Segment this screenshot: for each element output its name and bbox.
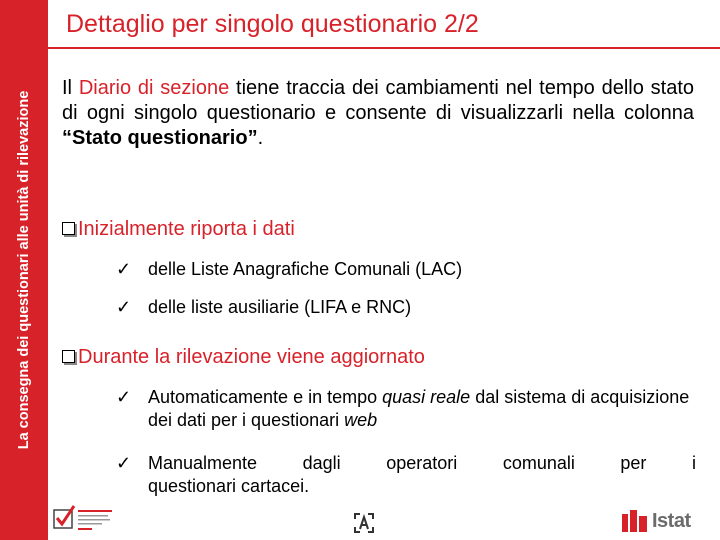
checkmark-icon: ✓ (116, 453, 132, 473)
page-number-icon (353, 512, 375, 534)
intro-paragraph (62, 76, 694, 151)
item-text-pre: Automaticamente e in tempo (148, 387, 383, 407)
intro-text-3: . (257, 127, 264, 149)
list-item (116, 296, 696, 319)
census-logo-icon (52, 500, 116, 534)
intro-text-2: tiene traccia dei cambiamenti nel tempo dello stato di ogni singolo questionario e consente di visualizzarli nella colonna (62, 77, 695, 124)
item-text-em2: web (344, 410, 378, 430)
istat-logo (622, 508, 691, 534)
checkbox-bullet-icon (62, 350, 75, 363)
list-item-text-line1: Manualmente dagli operatori comunali per i (148, 453, 696, 473)
checkmark-icon: ✓ (116, 297, 132, 317)
list-item-text: delle Liste Anagrafiche Comunali (LAC) (148, 259, 463, 279)
bullet-initially (62, 218, 295, 241)
bullet-during (62, 346, 425, 369)
checkbox-bullet-icon (62, 222, 75, 235)
sidebar-vertical-text: La consegna dei questionari alle unità di rilevazione (16, 90, 32, 450)
page-title: Dettaglio per singolo questionario 2/2 (66, 10, 479, 38)
list-item (116, 258, 696, 281)
list-item-text: delle liste ausiliarie (LIFA e RNC) (148, 297, 412, 317)
item-text-em: quasi reale (382, 387, 471, 407)
checkmark-icon: ✓ (116, 259, 132, 279)
list-item-text-line2: questionari cartacei. (148, 476, 310, 496)
list-item (116, 452, 696, 498)
list-item (116, 386, 696, 432)
intro-text-1: Il (62, 77, 79, 99)
list-item-text (148, 386, 696, 432)
bullet-label: Inizialmente riporta i dati (78, 218, 295, 240)
bullet-label: Durante la rilevazione viene aggiornato (78, 346, 425, 368)
title-divider (48, 47, 720, 49)
item-text-post: dal sistema di acquisizione dei dati per i questionari (148, 387, 690, 430)
istat-logo-icon (622, 510, 648, 532)
intro-highlight: Diario di sezione (78, 77, 230, 99)
istat-logo-text: Istat (652, 509, 691, 532)
checkmark-icon: ✓ (116, 387, 132, 407)
sidebar-bar (0, 0, 48, 540)
intro-bold: “Stato questionario” (62, 127, 258, 149)
